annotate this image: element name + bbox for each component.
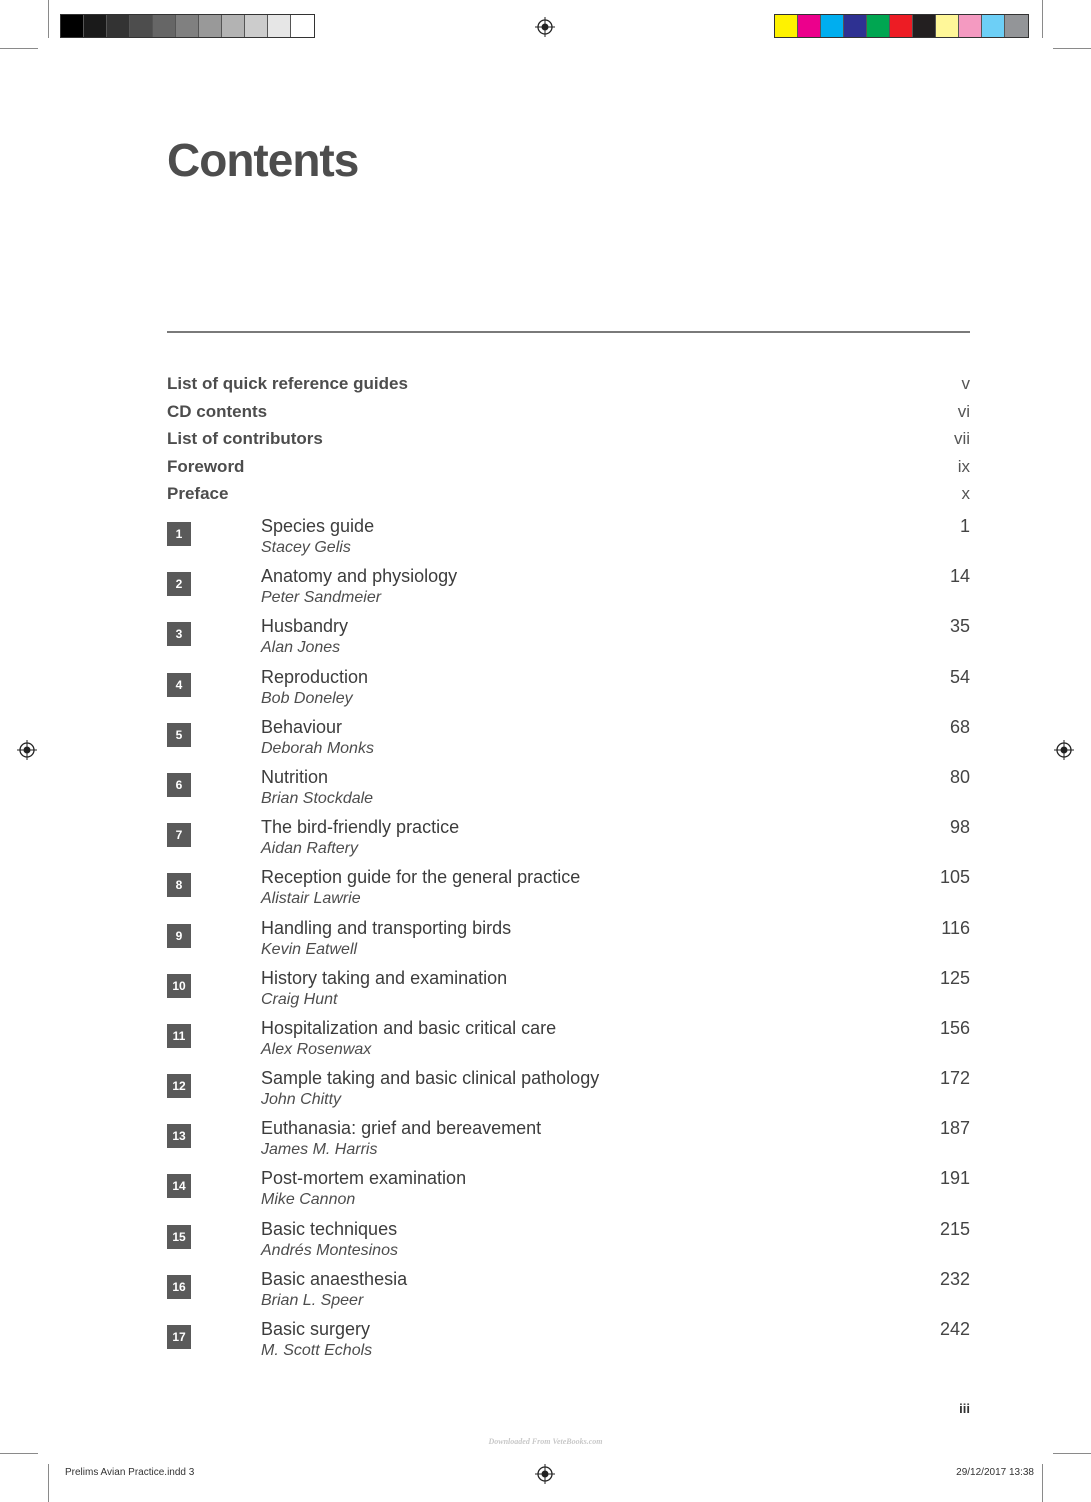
toc-page-number: ix: [957, 456, 970, 476]
chapter-row[interactable]: [167, 1168, 970, 1218]
chapter-author: John Chitty: [261, 1091, 342, 1109]
chapter-page-number: 14: [949, 566, 970, 587]
chapter-row[interactable]: [167, 1068, 970, 1118]
chapter-number-badge: 6: [167, 773, 191, 797]
chapter-number-badge: 8: [167, 873, 191, 897]
toc-row[interactable]: [167, 374, 970, 402]
chapter-title: Anatomy and physiology: [261, 566, 458, 587]
chapter-number-badge: 11: [167, 1024, 191, 1048]
chapter-title: Reproduction: [261, 666, 369, 687]
chapter-author: Alistair Lawrie: [261, 890, 361, 908]
chapter-row[interactable]: [167, 867, 970, 917]
toc-entry-label: Preface: [167, 484, 229, 503]
color-swatch: [199, 15, 222, 37]
registration-mark-icon: [1054, 740, 1074, 760]
chapter-page-number: 172: [939, 1068, 970, 1089]
toc-page-number: vi: [957, 401, 970, 421]
color-swatch: [222, 15, 245, 37]
chapter-number-badge: 16: [167, 1275, 191, 1299]
chapter-number-badge: 12: [167, 1074, 191, 1098]
chapter-author: Brian Stockdale: [261, 789, 374, 807]
chapter-title: Behaviour: [261, 716, 343, 737]
color-swatch: [913, 15, 936, 37]
chapter-row[interactable]: [167, 667, 970, 717]
chapter-page-number: 105: [939, 867, 970, 888]
color-swatch: [291, 15, 314, 37]
chapter-author: Aidan Raftery: [261, 840, 358, 858]
crop-mark: [1053, 1453, 1091, 1454]
chapter-author: Peter Sandmeier: [261, 589, 382, 607]
slug-file: Prelims Avian Practice.indd 3: [65, 1467, 195, 1478]
color-swatch: [107, 15, 130, 37]
chapter-page-number: 35: [949, 616, 970, 637]
color-swatch: [775, 15, 798, 37]
registration-mark-icon: [535, 17, 555, 37]
color-swatch: [959, 15, 982, 37]
color-swatch: [982, 15, 1005, 37]
chapter-author: James M. Harris: [261, 1141, 378, 1159]
crop-mark: [0, 48, 38, 49]
chapter-list: [167, 516, 970, 1369]
chapter-number-badge: 2: [167, 572, 191, 596]
chapter-page-number: 242: [939, 1319, 970, 1339]
chapter-title: Species guide: [261, 516, 375, 536]
chapter-title: Basic surgery: [261, 1319, 371, 1339]
color-swatch: [798, 15, 821, 37]
chapter-page-number: 215: [939, 1218, 970, 1239]
toc-entry-label: Foreword: [167, 456, 245, 476]
color-swatch: [84, 15, 107, 37]
chapter-row[interactable]: [167, 1118, 970, 1168]
color-swatch: [176, 15, 199, 37]
chapter-number-badge: 17: [167, 1325, 191, 1349]
toc-page-number: v: [961, 374, 970, 393]
color-swatch: [130, 15, 153, 37]
chapter-title: History taking and examination: [261, 967, 508, 988]
chapter-row[interactable]: [167, 1018, 970, 1068]
crop-mark: [0, 1453, 38, 1454]
chapter-number-badge: 5: [167, 723, 191, 747]
color-swatch: [245, 15, 268, 37]
color-swatch: [890, 15, 913, 37]
color-swatch: [867, 15, 890, 37]
chapter-number-badge: 4: [167, 673, 191, 697]
chapter-author: M. Scott Echols: [261, 1342, 373, 1359]
chapter-page-number: 191: [939, 1168, 970, 1189]
chapter-title: Sample taking and basic clinical pathology: [261, 1068, 600, 1089]
chapter-number-badge: 9: [167, 924, 191, 948]
crop-mark: [1042, 0, 1043, 38]
chapter-row[interactable]: [167, 1219, 970, 1269]
slug-date: 29/12/2017 13:38: [956, 1467, 1034, 1478]
color-swatch: [268, 15, 291, 37]
color-swatch: [1005, 15, 1028, 37]
color-swatch: [821, 15, 844, 37]
chapter-author: Stacey Gelis: [261, 539, 351, 556]
chapter-author: Mike Cannon: [261, 1191, 356, 1209]
color-swatch: [936, 15, 959, 37]
front-matter-list: [167, 374, 970, 512]
color-swatch: [844, 15, 867, 37]
chapter-row[interactable]: [167, 767, 970, 817]
color-swatch: [61, 15, 84, 37]
crop-mark: [48, 1464, 49, 1502]
chapter-number-badge: 15: [167, 1225, 191, 1249]
chapter-page-number: 125: [939, 967, 970, 988]
chapter-row[interactable]: [167, 717, 970, 767]
chapter-author: Alan Jones: [261, 639, 341, 657]
chapter-row[interactable]: [167, 918, 970, 968]
chapter-page-number: 80: [949, 766, 970, 787]
toc-row[interactable]: [167, 402, 970, 430]
chapter-row[interactable]: [167, 566, 970, 616]
chapter-page-number: 98: [949, 817, 970, 838]
chapter-author: Brian L. Speer: [261, 1291, 364, 1309]
chapter-title: Nutrition: [261, 766, 329, 787]
color-swatch: [153, 15, 176, 37]
color-swatch-strip: [774, 14, 1029, 38]
chapter-title: Husbandry: [261, 616, 349, 637]
chapter-number-badge: 10: [167, 974, 191, 998]
chapter-number-badge: 3: [167, 622, 191, 646]
toc-entry-label: List of quick reference guides: [167, 374, 408, 393]
registration-mark-icon: [535, 1464, 555, 1484]
chapter-author: Craig Hunt: [261, 990, 338, 1008]
chapter-author: Andrés Montesinos: [261, 1241, 398, 1259]
page-title: Contents: [167, 134, 359, 186]
chapter-number-badge: 1: [167, 522, 191, 546]
chapter-author: Kevin Eatwell: [261, 940, 358, 958]
chapter-title: Hospitalization and basic critical care: [261, 1017, 557, 1038]
chapter-title: Handling and transporting birds: [261, 917, 512, 938]
chapter-page-number: 68: [949, 716, 970, 737]
chapter-page-number: 156: [939, 1017, 970, 1038]
chapter-row[interactable]: [167, 516, 970, 566]
toc-entry-label: List of contributors: [167, 429, 323, 448]
chapter-title: The bird-friendly practice: [261, 817, 460, 838]
divider: [167, 331, 970, 333]
chapter-title: Euthanasia: grief and bereavement: [261, 1118, 542, 1139]
toc-row[interactable]: [167, 457, 970, 485]
chapter-row[interactable]: [167, 616, 970, 666]
chapter-number-badge: 14: [167, 1174, 191, 1198]
chapter-number-badge: 13: [167, 1124, 191, 1148]
chapter-author: Alex Rosenwax: [261, 1040, 372, 1058]
chapter-page-number: 1: [959, 516, 970, 536]
chapter-title: Basic techniques: [261, 1218, 398, 1239]
chapter-author: Bob Doneley: [261, 689, 353, 707]
chapter-page-number: 54: [949, 666, 970, 687]
crop-mark: [48, 0, 49, 38]
crop-mark: [1042, 1464, 1043, 1502]
page-folio: iii: [959, 1401, 970, 1416]
chapter-page-number: 232: [939, 1268, 970, 1289]
chapter-title: Reception guide for the general practice: [261, 867, 581, 888]
toc-row[interactable]: [167, 429, 970, 457]
toc-page-number: x: [961, 484, 970, 503]
chapter-title: Basic anaesthesia: [261, 1268, 408, 1289]
grayscale-swatch-strip: [60, 14, 315, 38]
registration-mark-icon: [17, 740, 37, 760]
watermark: Downloaded From VeteBooks.com: [488, 1437, 603, 1446]
chapter-row[interactable]: [167, 817, 970, 867]
chapter-row[interactable]: [167, 968, 970, 1018]
chapter-row[interactable]: [167, 1269, 970, 1319]
toc-entry-label: CD contents: [167, 401, 268, 421]
chapter-row[interactable]: [167, 1319, 970, 1369]
chapter-page-number: 116: [941, 917, 970, 938]
chapter-title: Post-mortem examination: [261, 1168, 467, 1189]
toc-row[interactable]: [167, 484, 970, 512]
chapter-author: Deborah Monks: [261, 739, 374, 757]
chapter-number-badge: 7: [167, 823, 191, 847]
chapter-page-number: 187: [939, 1118, 970, 1139]
crop-mark: [1053, 48, 1091, 49]
toc-page-number: vii: [953, 429, 970, 448]
